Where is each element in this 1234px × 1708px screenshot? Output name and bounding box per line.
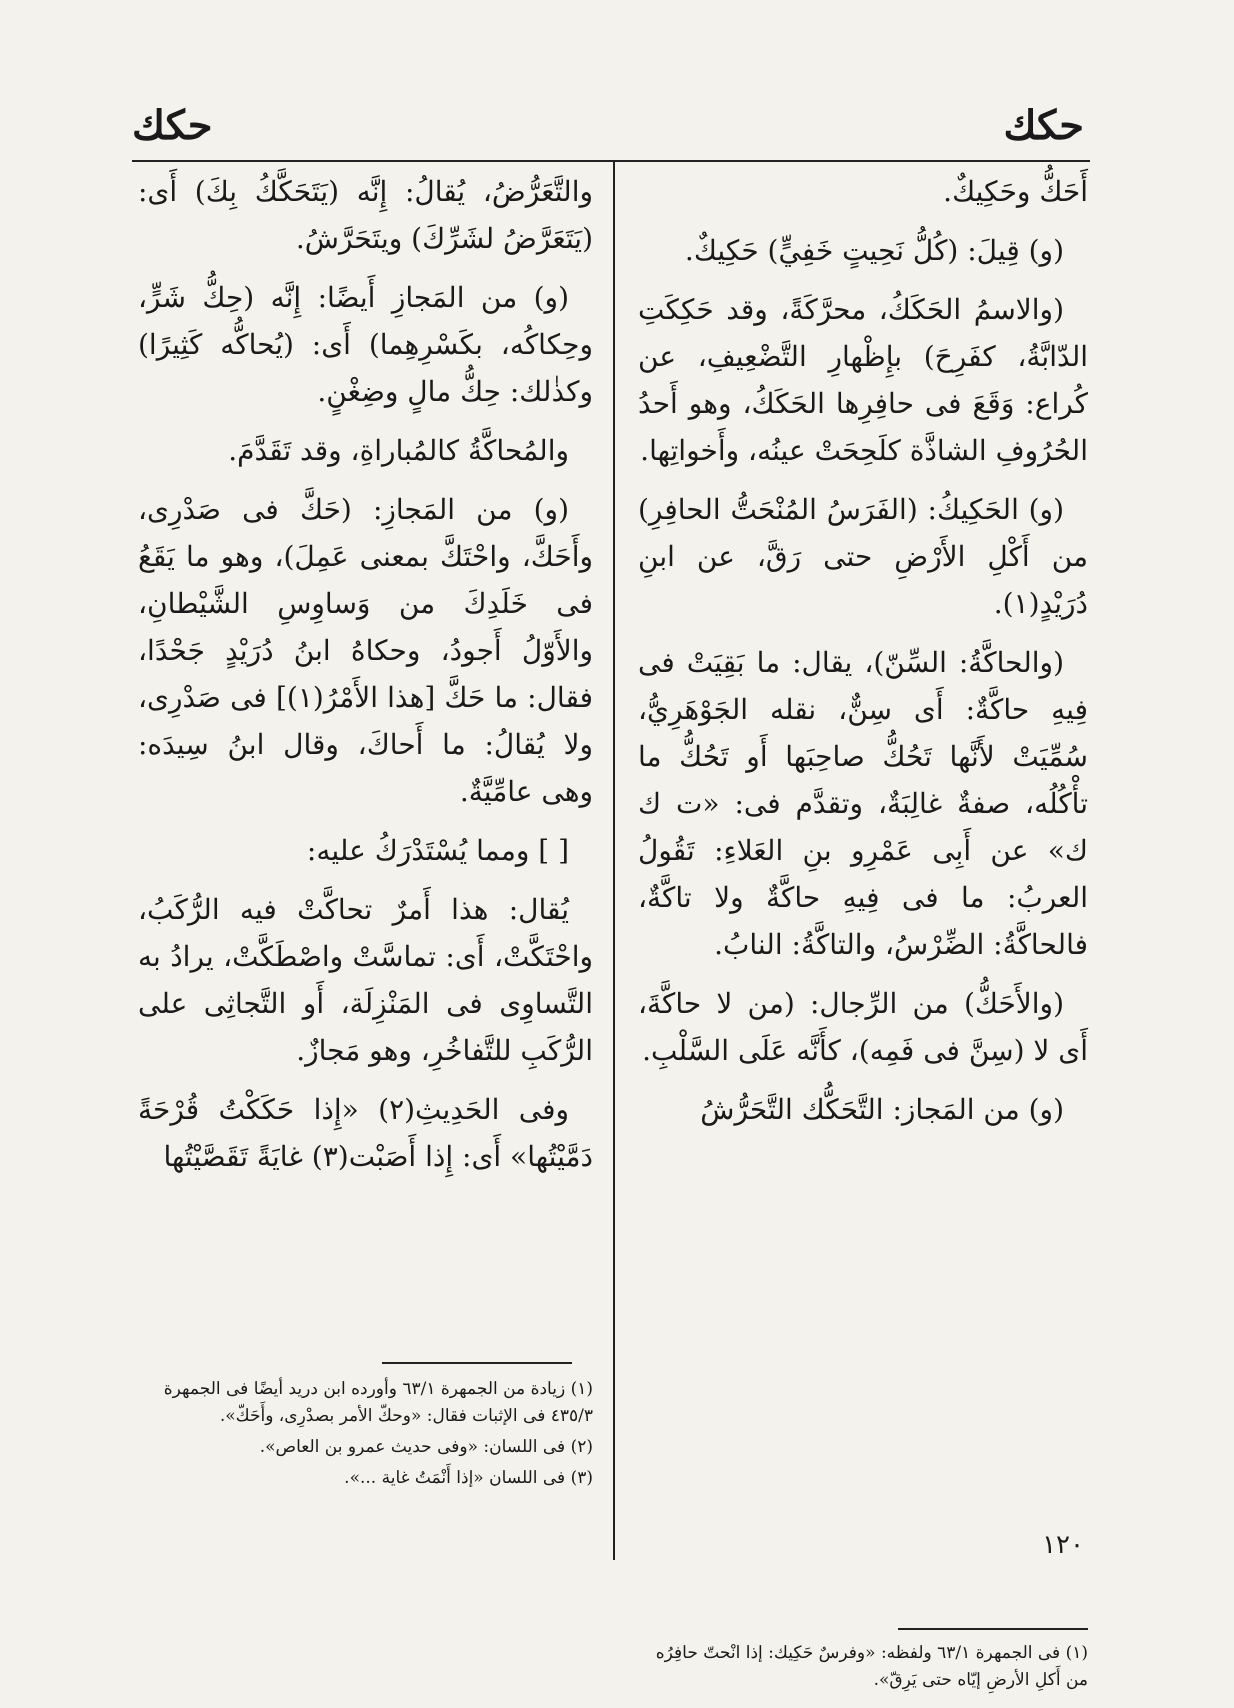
paragraph: (و) قِيلَ: (كُلُّ نَحِيتٍ خَفِيٍّ) حَكِيكٌ.: [684, 234, 1064, 267]
page-number: ١٢٠: [1042, 1530, 1084, 1560]
paragraph: [ ] ومما يُسْتَدْرَكُ عليه:: [306, 834, 569, 867]
paragraph: (و) الحَكِيكُ: (الفَرَسُ المُنْحَتُّ الحافِرِ) من أَكْلِ الأَرْضِ حتى رَقَّ، عن ابنِ دُرَيْدٍ(١).: [638, 493, 1088, 620]
footnote: (٢) فى اللسان: «وفى حديث عمرو بن العاص».: [259, 1437, 593, 1457]
footnotes-left: [138, 1376, 593, 1496]
paragraph: (والحاكَّةُ: السِّنّ)، يقال: ما بَقِيَتْ فى فِيهِ حاكَّةٌ: أَى سِنٌّ، نقله الجَوْهَرِيُّ، سُمِّيَتْ لأَنَّها تَحُكُّ صاحِبَها أَو تَحُكُّ ما تأْكُلُه، صفةٌ غالِبَةٌ، وتقدَّم فى: «ت ك ك» عن أَبِى عَمْرِو بنِ العَلاءِ: تَقُولُ العربُ: ما فى فِيهِ حاكَّةٌ ولا تاكَّةٌ، فالحاكَّةُ: الضِّرْسُ، والتاكَّةُ: النابُ.: [638, 646, 1088, 961]
column-divider: [613, 160, 615, 1560]
header-rule: [132, 160, 1090, 162]
footnote: (١) فى الجمهرة ٦٣/١ ولفظه: «وفرسٌ حَكِيك: إذا انْحتّ حافِرُه من أَكلِ الأرضِ إيّاه حتى يَرِقّ».: [655, 1643, 1088, 1690]
paragraph: والمُحاكَّةُ كالمُباراةِ، وقد تَقَدَّمَ.: [228, 434, 569, 467]
paragraph: أَحَكُّ وحَكِيكٌ.: [943, 175, 1088, 208]
paragraph: (والاسمُ الحَكَكُ، محرَّكَةً، وقد حَكِكَتِ الدّابَّةُ، كفَرِحَ) بإِظْهارِ التَّضْعِيفِ، عن كُراع: وَقَعَ فى حافِرِها الحَكَكُ، وهو أَحدُ الحُرُوفِ الشاذَّة كلَحِحَتْ عينُه، وأَخواتِها.: [638, 293, 1088, 467]
paragraph: (والأَحَكُّ) من الرِّجال: (من لا حاكَّةَ، أَى لا (سِنَّ فى فَمِه)، كأَنَّه عَلَى السَّلْبِ.: [638, 987, 1088, 1067]
left-column: [138, 168, 593, 1192]
right-column: [638, 168, 1088, 1145]
paragraph: وفى الحَدِيثِ(٢) «إِذا حَكَكْتُ قُرْحَةً دَمَّيْتُها» أَى: إِذا أَصَبْت(٣) غايَةً تَقَصَّيْتُها: [138, 1093, 593, 1173]
paragraph: (و) من المَجازِ: (حَكَّ فى صَدْرِى، وأَحَكَّ، واحْتَكَّ بمعنى عَمِلَ)، وهو ما يَقَعُ فى خَلَدِكَ من وَساوِسِ الشَّيْطانِ، والأَوّلُ أَجودُ، وحكاهُ ابنُ دُرَيْدٍ جَحْدًا، فقال: ما حَكَّ [هذا الأَمْرُ(١)] فى صَدْرِى، ولا يُقالُ: ما أَحاكَ، وقال ابنُ سِيدَه: وهى عامِّيَّةٌ.: [138, 493, 593, 808]
footnote: (١) زيادة من الجمهرة ٦٣/١ وأورده ابن دريد أيضًا فى الجمهرة ٤٣٥/٣ فى الإثبات فقال: «وحكّ الأمر بصدْرِى، وأَحَكّ».: [163, 1379, 593, 1426]
paragraph: (و) من المَجازِ أَيضًا: إِنَّه (حِكُّ شَرٍّ، وحِكاكُه، بكَسْرِهِما) أَى: (يُحاكُّه كَثِيرًا) وكذٰلك: حِكُّ مالٍ وضِغْنٍ.: [138, 281, 593, 408]
footnotes-right: [638, 1640, 1088, 1698]
footnote: (٣) فى اللسان «إذا أَنْمَتُ غاية ...».: [344, 1468, 593, 1488]
paragraph: يُقال: هذا أَمرٌ تحاكَّتْ فيه الرُّكَبُ، واحْتَكَّتْ، أَى: تماسَّتْ واصْطَكَّتْ، يرادُ به التَّساوِى فى المَنْزِلَة، أَو التَّجاثِى على الرُّكَبِ للتَّفاخُرِ، وهو مَجازٌ.: [138, 893, 593, 1067]
running-header-right: حكك: [1003, 102, 1084, 149]
paragraph: (و) من المَجاز: التَّحَكُّك التَّحَرُّشُ: [700, 1093, 1064, 1126]
paragraph: والتَّعَرُّضُ، يُقالُ: إِنَّه (يَتَحَكَّكُ بِكَ) أَى: (يَتَعَرَّضُ لشَرِّكَ) ويتَحَرَّشُ.: [138, 175, 593, 255]
footnote-rule-right: [898, 1628, 1088, 1630]
running-header-left: حكك: [132, 102, 213, 149]
footnote-rule-left: [382, 1362, 572, 1364]
